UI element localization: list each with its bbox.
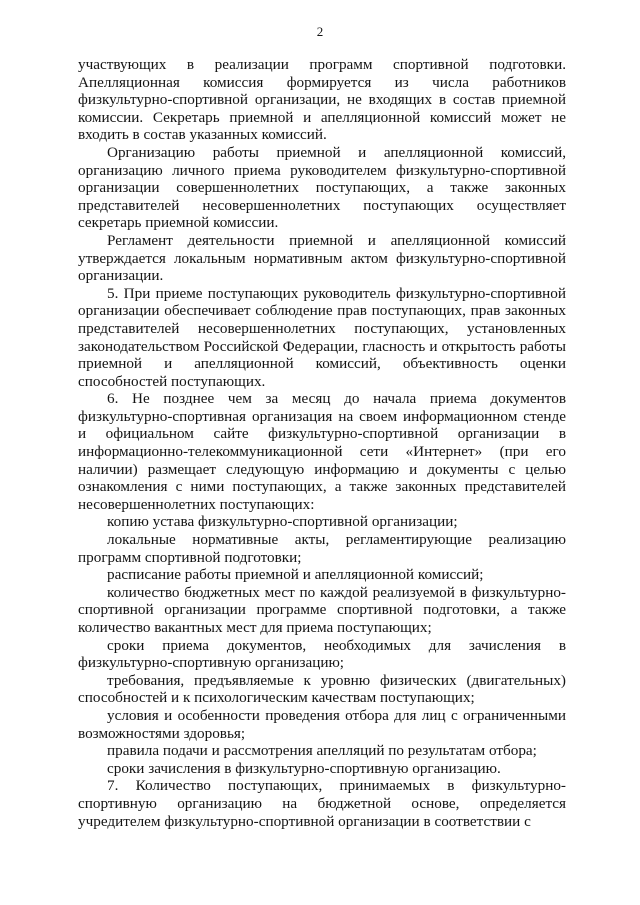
- list-item-requirements: требования, предъявляемые к уровню физических (двигательных) способностей и к психологическим качествам поступающих;: [78, 671, 566, 707]
- paragraph-commission-composition: участвующих в реализации программ спортивной подготовки. Апелляционная комиссия формируется из числа работников физкультурно-спортивной организации, не входящих в состав приемной комиссии. Секретарь приемной и апелляционной комиссий может не входить в состав указанных комиссий.: [78, 56, 566, 144]
- paragraph-clause-7: 7. Количество поступающих, принимаемых в физкультурно-спортивную организацию на бюджетной основе, определяется учредителем физкультурно-спортивной организации в соответствии с: [78, 777, 566, 830]
- list-item-appeal-rules: правила подачи и рассмотрения апелляций по результатам отбора;: [107, 742, 537, 760]
- list-item-schedule: расписание работы приемной и апелляционной комиссий;: [107, 566, 484, 584]
- paragraph-regulation: Регламент деятельности приемной и апелляционной комиссий утверждается локальным нормативным актом физкультурно-спортивной организации.: [78, 231, 566, 285]
- list-item-local-acts: локальные нормативные акты, регламентирующие реализацию программ спортивной подготовки;: [78, 531, 566, 566]
- paragraph-clause-5: 5. При приеме поступающих руководитель физкультурно-спортивной организации обеспечивает соблюдение прав поступающих, прав законных представителей несовершеннолетних поступающих, установленных законодательством Российской Федерации, гласность и открытость работы приемной и апелляционной комиссий, объективность оценки способностей поступающих.: [78, 284, 566, 390]
- page-number: 2: [316, 24, 324, 39]
- list-item-enrollment-deadlines: сроки зачисления в физкультурно-спортивную организацию.: [107, 759, 501, 777]
- list-item-budget-places: количество бюджетных мест по каждой реализуемой в физкультурно-спортивной организации программе спортивной подготовки, а также количество вакантных мест для приема поступающих;: [78, 583, 566, 636]
- document-body: [78, 56, 566, 830]
- list-item-document-deadlines: сроки приема документов, необходимых для зачисления в физкультурно-спортивную организацию;: [78, 636, 566, 672]
- list-item-charter: копию устава физкультурно-спортивной организации;: [107, 513, 458, 531]
- paragraph-clause-6: 6. Не позднее чем за месяц до начала приема документов физкультурно-спортивная организация на своем информационном стенде и официальном сайте физкультурно-спортивной организации в информационно-телекоммуникационной сети «Интернет» (при его наличии) размещает следующую информацию и документы с целью ознакомления с ними поступающих, а также законных представителей несовершеннолетних поступающих:: [78, 390, 566, 513]
- paragraph-secretary-duties: Организацию работы приемной и апелляционной комиссий, организацию личного приема руководителем физкультурно-спортивной организации совершеннолетних поступающих, а также законных представителей несовершеннолетних поступающих осуществляет секретарь приемной комиссии.: [78, 143, 566, 232]
- list-item-special-conditions: условия и особенности проведения отбора для лиц с ограниченными возможностями здоровья;: [78, 706, 566, 742]
